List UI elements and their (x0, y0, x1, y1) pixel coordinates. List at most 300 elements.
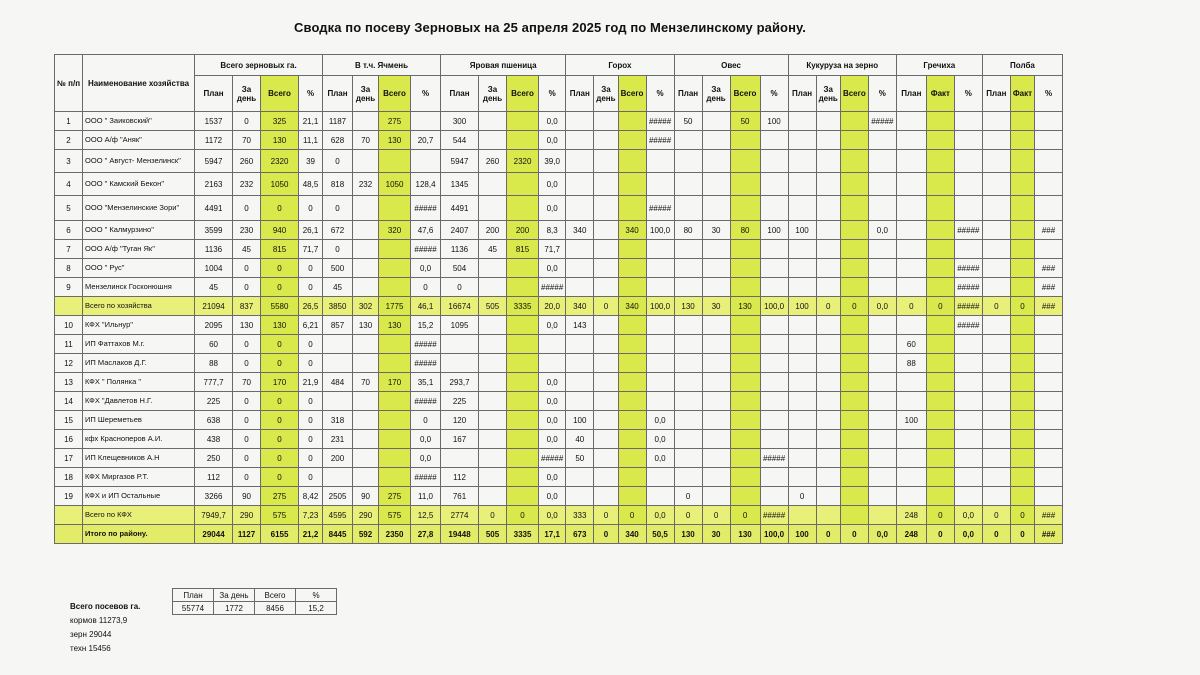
table-cell (379, 411, 411, 430)
table-cell (982, 354, 1010, 373)
table-cell (539, 335, 566, 354)
table-cell (868, 173, 896, 196)
row-number (55, 506, 83, 525)
table-cell: 45 (195, 278, 233, 297)
table-cell: 0 (299, 430, 323, 449)
crop-group-header: Овес (674, 55, 788, 76)
table-cell (896, 196, 926, 221)
notes-title: Всего посевов га. (70, 602, 141, 611)
table-cell (379, 392, 411, 411)
table-cell (896, 240, 926, 259)
table-cell (868, 468, 896, 487)
table-cell (702, 196, 730, 221)
table-cell (1010, 112, 1034, 131)
table-cell: 200 (479, 221, 507, 240)
table-cell: 0 (674, 506, 702, 525)
farm-name: ООО " Камский Бекон" (83, 173, 195, 196)
table-cell (816, 278, 840, 297)
table-cell (840, 354, 868, 373)
table-cell: ##### (411, 240, 441, 259)
table-cell (674, 278, 702, 297)
table-cell (479, 373, 507, 392)
table-cell (507, 131, 539, 150)
grand-total-row (55, 525, 1063, 544)
farm-row (55, 131, 1063, 150)
table-cell: 0 (299, 468, 323, 487)
table-cell: ##### (539, 449, 566, 468)
table-cell (926, 196, 954, 221)
table-cell: 0 (730, 506, 760, 525)
table-cell: 3599 (195, 221, 233, 240)
table-cell (1010, 335, 1034, 354)
table-cell: 504 (441, 259, 479, 278)
subcolumn-header: Всего (730, 76, 760, 112)
table-cell (840, 430, 868, 449)
table-cell (760, 316, 788, 335)
table-cell (982, 112, 1010, 131)
table-cell: 575 (261, 506, 299, 525)
farm-row (55, 373, 1063, 392)
table-cell (507, 449, 539, 468)
row-number: 14 (55, 392, 83, 411)
table-cell: 130 (730, 525, 760, 544)
table-cell: 0,0 (539, 173, 566, 196)
table-cell (594, 221, 618, 240)
table-cell (840, 316, 868, 335)
farm-name: КФХ " Полянка " (83, 373, 195, 392)
table-cell (618, 196, 646, 221)
farm-name: ИП Фаттахов М.г. (83, 335, 195, 354)
table-cell: 100,0 (760, 525, 788, 544)
farm-name: КФХ "Давлетов Н.Г. (83, 392, 195, 411)
table-cell: 90 (353, 487, 379, 506)
table-cell: 0 (816, 525, 840, 544)
table-cell: 0 (618, 506, 646, 525)
farm-row (55, 354, 1063, 373)
table-cell (896, 430, 926, 449)
table-cell (646, 354, 674, 373)
table-cell: 0 (594, 525, 618, 544)
table-cell (353, 221, 379, 240)
table-cell (674, 316, 702, 335)
totals-notes (70, 600, 140, 656)
table-cell (379, 468, 411, 487)
table-cell: 90 (233, 487, 261, 506)
table-cell: 130 (674, 297, 702, 316)
table-cell: 12,5 (411, 506, 441, 525)
table-cell: 0,0 (539, 259, 566, 278)
table-cell: 130 (261, 316, 299, 335)
table-cell (840, 196, 868, 221)
subcolumn-header: Всего (840, 76, 868, 112)
subcolumn-header: % (868, 76, 896, 112)
table-cell (594, 411, 618, 430)
table-cell (594, 150, 618, 173)
table-cell (868, 335, 896, 354)
table-cell: 0 (926, 525, 954, 544)
table-cell: 130 (353, 316, 379, 335)
table-cell (788, 240, 816, 259)
table-cell (646, 240, 674, 259)
table-cell (926, 468, 954, 487)
subcolumn-header: За день (594, 76, 618, 112)
table-cell (982, 392, 1010, 411)
table-cell: 0,0 (539, 430, 566, 449)
table-cell: 500 (323, 259, 353, 278)
table-cell: 325 (261, 112, 299, 131)
table-cell (926, 354, 954, 373)
table-cell: ##### (411, 354, 441, 373)
table-cell (868, 131, 896, 150)
table-cell: 0 (1010, 525, 1034, 544)
farm-row (55, 196, 1063, 221)
table-cell: 340 (618, 221, 646, 240)
subcolumn-header: План (441, 76, 479, 112)
table-cell: 60 (896, 335, 926, 354)
table-cell: 340 (566, 221, 594, 240)
table-cell (868, 150, 896, 173)
row-number: 9 (55, 278, 83, 297)
farm-name: Всего по КФХ (83, 506, 195, 525)
table-cell (730, 354, 760, 373)
table-cell (868, 373, 896, 392)
table-cell (441, 449, 479, 468)
table-cell: 260 (479, 150, 507, 173)
row-number: 18 (55, 468, 83, 487)
table-cell (840, 449, 868, 468)
table-cell (379, 240, 411, 259)
table-cell: ##### (646, 131, 674, 150)
table-cell (1035, 430, 1063, 449)
table-cell (868, 487, 896, 506)
table-cell (868, 392, 896, 411)
table-cell (730, 173, 760, 196)
row-number (55, 297, 83, 316)
table-cell: 50 (730, 112, 760, 131)
table-cell (618, 392, 646, 411)
table-cell: 275 (261, 487, 299, 506)
table-cell (730, 259, 760, 278)
table-cell: 248 (896, 525, 926, 544)
subcolumn-header: За день (479, 76, 507, 112)
table-cell: 46,1 (411, 297, 441, 316)
table-cell (618, 131, 646, 150)
table-cell (868, 449, 896, 468)
table-cell: 0,0 (539, 506, 566, 525)
table-cell (954, 392, 982, 411)
subcolumn-header: План (323, 76, 353, 112)
table-cell (788, 316, 816, 335)
table-cell: 0,0 (868, 525, 896, 544)
table-cell (788, 131, 816, 150)
table-cell (1010, 449, 1034, 468)
table-cell: 26,5 (299, 297, 323, 316)
table-cell (379, 354, 411, 373)
table-cell (353, 392, 379, 411)
table-cell: ##### (411, 196, 441, 221)
summary-header: Всего (255, 589, 296, 602)
table-cell (594, 112, 618, 131)
table-cell (479, 131, 507, 150)
table-cell (674, 335, 702, 354)
table-cell: 318 (323, 411, 353, 430)
table-cell: 0,0 (539, 411, 566, 430)
table-cell (479, 430, 507, 449)
table-cell: 225 (195, 392, 233, 411)
table-cell: 2320 (261, 150, 299, 173)
report-title: Сводка по посеву Зерновых на 25 апреля 2025 год по Мензелинскому району. (294, 20, 806, 35)
table-cell: 815 (261, 240, 299, 259)
table-cell: 1136 (441, 240, 479, 259)
table-cell: 0 (233, 468, 261, 487)
table-cell: 0 (299, 449, 323, 468)
subcolumn-header: Всего (379, 76, 411, 112)
table-cell: 27,8 (411, 525, 441, 544)
row-number: 3 (55, 150, 83, 173)
table-cell: 0 (261, 430, 299, 449)
summary-header: За день (214, 589, 255, 602)
crop-group-header: Всего зерновых га. (195, 55, 323, 76)
subcolumn-header: Всего (261, 76, 299, 112)
table-cell: 0 (411, 278, 441, 297)
table-cell (788, 335, 816, 354)
table-cell (411, 150, 441, 173)
table-cell (353, 449, 379, 468)
subcolumn-header: Факт (1010, 76, 1034, 112)
table-cell (566, 131, 594, 150)
table-cell: 88 (896, 354, 926, 373)
table-cell: 3266 (195, 487, 233, 506)
table-cell: 170 (379, 373, 411, 392)
table-cell: 2407 (441, 221, 479, 240)
table-cell (702, 240, 730, 259)
table-cell (594, 449, 618, 468)
subcolumn-header: % (411, 76, 441, 112)
table-cell: 0 (441, 278, 479, 297)
row-number: 8 (55, 259, 83, 278)
table-cell (788, 278, 816, 297)
table-cell: 0 (299, 354, 323, 373)
table-cell (479, 487, 507, 506)
table-cell (788, 196, 816, 221)
table-cell: 0 (299, 259, 323, 278)
table-cell (1010, 411, 1034, 430)
table-cell: ##### (539, 278, 566, 297)
table-cell: 8,3 (539, 221, 566, 240)
table-cell (702, 487, 730, 506)
table-cell (674, 150, 702, 173)
table-cell (618, 278, 646, 297)
row-number: 19 (55, 487, 83, 506)
table-cell (618, 316, 646, 335)
table-cell (1035, 196, 1063, 221)
table-cell: 857 (323, 316, 353, 335)
subcolumn-header: Всего (618, 76, 646, 112)
table-cell: 1127 (233, 525, 261, 544)
farm-row (55, 411, 1063, 430)
table-cell (479, 316, 507, 335)
table-cell: 48,5 (299, 173, 323, 196)
table-cell (507, 487, 539, 506)
table-cell (674, 240, 702, 259)
table-cell (507, 259, 539, 278)
table-cell (353, 278, 379, 297)
farm-row (55, 487, 1063, 506)
table-cell: 70 (353, 131, 379, 150)
table-cell (816, 150, 840, 173)
table-cell: 3335 (507, 297, 539, 316)
table-cell (674, 468, 702, 487)
table-cell (594, 240, 618, 259)
summary-table (172, 588, 337, 615)
table-cell (896, 392, 926, 411)
table-cell (954, 468, 982, 487)
table-cell (1010, 430, 1034, 449)
table-cell (646, 259, 674, 278)
row-number: 11 (55, 335, 83, 354)
table-cell (479, 112, 507, 131)
table-cell (646, 468, 674, 487)
table-cell: 340 (566, 297, 594, 316)
table-cell (353, 112, 379, 131)
table-cell: 0,0 (954, 525, 982, 544)
table-cell (896, 373, 926, 392)
table-cell: 275 (379, 487, 411, 506)
table-cell (1035, 112, 1063, 131)
table-cell: 0 (702, 506, 730, 525)
table-cell: 0 (507, 506, 539, 525)
table-cell: 0 (261, 278, 299, 297)
farm-row (55, 173, 1063, 196)
table-cell (760, 278, 788, 297)
table-cell: 0 (261, 392, 299, 411)
table-cell (840, 221, 868, 240)
table-cell (594, 392, 618, 411)
table-cell (353, 150, 379, 173)
farm-row (55, 259, 1063, 278)
table-cell (1010, 259, 1034, 278)
row-number: 16 (55, 430, 83, 449)
table-cell (840, 373, 868, 392)
table-cell: 143 (566, 316, 594, 335)
table-cell: 0,0 (646, 411, 674, 430)
table-cell: 100 (760, 221, 788, 240)
table-cell: 2095 (195, 316, 233, 335)
table-cell (926, 259, 954, 278)
table-cell: 0,0 (868, 297, 896, 316)
table-cell: 130 (730, 297, 760, 316)
table-cell: 232 (353, 173, 379, 196)
table-cell (982, 373, 1010, 392)
table-cell: 100 (788, 221, 816, 240)
table-cell: 40 (566, 430, 594, 449)
table-cell: 0 (233, 196, 261, 221)
table-cell: 130 (379, 131, 411, 150)
table-cell (760, 240, 788, 259)
table-cell: 0 (926, 506, 954, 525)
table-cell: 130 (261, 131, 299, 150)
table-cell (1035, 131, 1063, 150)
table-cell: 19448 (441, 525, 479, 544)
table-cell: 112 (195, 468, 233, 487)
table-cell (507, 112, 539, 131)
table-cell (816, 411, 840, 430)
table-cell: 0 (840, 297, 868, 316)
crop-group-header: Яровая пшеница (441, 55, 566, 76)
table-cell: 2320 (507, 150, 539, 173)
table-cell (840, 487, 868, 506)
table-cell (479, 259, 507, 278)
table-cell: 0 (594, 297, 618, 316)
table-cell: 0 (1010, 506, 1034, 525)
table-cell: 260 (233, 150, 261, 173)
table-cell (816, 221, 840, 240)
row-number: 4 (55, 173, 83, 196)
table-cell (840, 506, 868, 525)
table-cell: 231 (323, 430, 353, 449)
table-cell (982, 335, 1010, 354)
table-cell (760, 196, 788, 221)
table-cell: 2505 (323, 487, 353, 506)
table-cell: 628 (323, 131, 353, 150)
table-cell (896, 150, 926, 173)
table-cell: 4595 (323, 506, 353, 525)
table-cell: 100,0 (760, 297, 788, 316)
table-cell (954, 131, 982, 150)
table-cell (618, 173, 646, 196)
table-cell (868, 430, 896, 449)
table-cell (926, 150, 954, 173)
subcolumn-header: За день (353, 76, 379, 112)
table-cell (507, 173, 539, 196)
table-cell: 21094 (195, 297, 233, 316)
table-cell (566, 373, 594, 392)
table-cell (840, 173, 868, 196)
subcolumn-header: За день (816, 76, 840, 112)
table-cell: 88 (195, 354, 233, 373)
table-cell: 0,0 (539, 316, 566, 335)
table-cell (353, 240, 379, 259)
subcolumn-header: План (982, 76, 1010, 112)
header-row-subcolumns (55, 76, 1063, 112)
table-cell (618, 468, 646, 487)
table-cell: 0 (926, 297, 954, 316)
table-cell (926, 335, 954, 354)
table-cell (646, 487, 674, 506)
table-cell: ##### (411, 392, 441, 411)
crop-group-header: Полба (982, 55, 1062, 76)
table-cell: 0 (982, 525, 1010, 544)
row-number: 1 (55, 112, 83, 131)
table-cell: 0,0 (411, 430, 441, 449)
table-cell (954, 411, 982, 430)
table-cell: 1775 (379, 297, 411, 316)
table-cell: 35,1 (411, 373, 441, 392)
subcolumn-header: План (674, 76, 702, 112)
table-cell: 11,0 (411, 487, 441, 506)
table-cell: 0,0 (539, 196, 566, 221)
summary-header: План (173, 589, 214, 602)
table-cell (646, 373, 674, 392)
farm-name: ООО " Калмурзино" (83, 221, 195, 240)
table-cell: 8445 (323, 525, 353, 544)
table-cell: 0 (411, 411, 441, 430)
table-cell: 45 (323, 278, 353, 297)
table-cell (618, 112, 646, 131)
table-cell (594, 173, 618, 196)
table-cell: ### (1035, 221, 1063, 240)
table-cell (840, 112, 868, 131)
